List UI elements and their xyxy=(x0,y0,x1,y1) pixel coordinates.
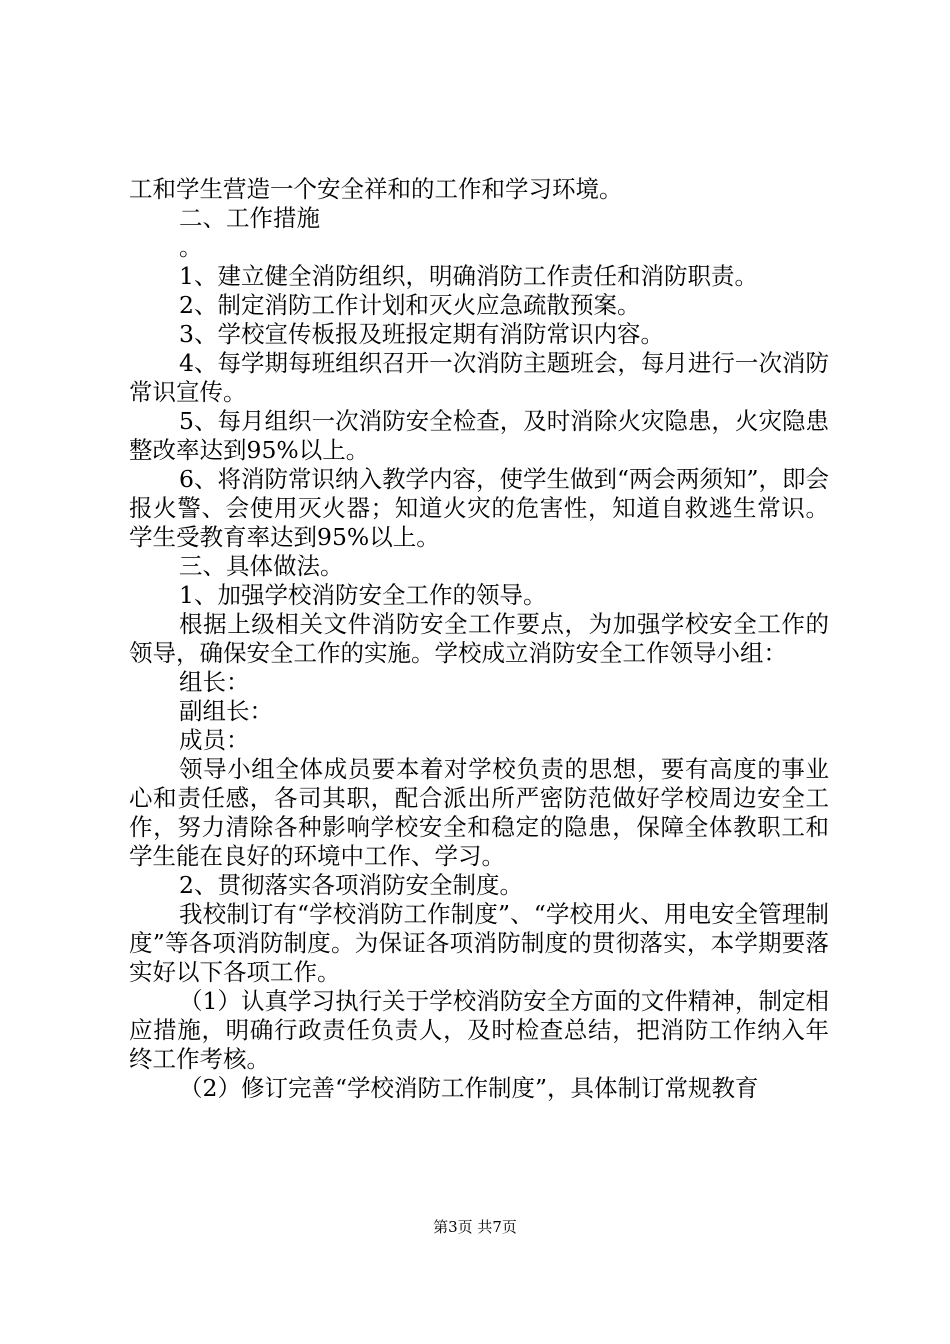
paragraph: 组长： xyxy=(179,668,250,696)
paragraph: 3、学校宣传板报及班报定期有消防常识内容。 xyxy=(179,320,664,348)
paragraph: 领导小组全体成员要本着对学校负责的思想，要有高度的事业心和责任感，各司其职，配合派出所严密防范做好学校周边安全工作，努力清除各种影响学校安全和稳定的隐患，保障全体教职工和学生能在良好的环境中工作、学习。 xyxy=(129,755,829,870)
paragraph: 副组长： xyxy=(179,697,273,725)
paragraph: 2、制定消防工作计划和灭火应急疏散预案。 xyxy=(179,291,641,319)
paragraph: 5、每月组织一次消防安全检查，及时消除火灾隐患，火灾隐患整改率达到95%以上。 xyxy=(129,407,829,464)
paragraph: 1、建立健全消防组织，明确消防工作责任和消防职责。 xyxy=(179,262,758,290)
paragraph: 三、具体做法。 xyxy=(179,552,344,580)
paragraph: 成员： xyxy=(179,726,250,754)
paragraph: 二、工作措施 xyxy=(179,204,320,232)
paragraph: 根据上级相关文件消防安全工作要点，为加强学校安全工作的领导，确保安全工作的实施。学校成立消防安全工作领导小组： xyxy=(129,610,829,667)
paragraph: 工和学生营造一个安全祥和的工作和学习环境。 xyxy=(129,175,623,203)
paragraph: 2、贯彻落实各项消防安全制度。 xyxy=(179,871,523,899)
paragraph: （2）修订完善“学校消防工作制度”，具体制订常规教育 xyxy=(179,1074,759,1102)
paragraph: 6、将消防常识纳入教学内容，使学生做到“两会两须知”，即会报火警、会使用灭火器；知道火灾的危害性，知道自救逃生常识。学生受教育率达到95%以上。 xyxy=(129,465,829,551)
paragraph: 1、加强学校消防安全工作的领导。 xyxy=(179,581,547,609)
paragraph: （1）认真学习执行关于学校消防安全方面的文件精神，制定相应措施，明确行政责任负责人，及时检查总结，把消防工作纳入年终工作考核。 xyxy=(129,987,829,1073)
paragraph: 4、每学期每班组织召开一次消防主题班会，每月进行一次消防常识宣传。 xyxy=(129,349,829,406)
document-body xyxy=(129,175,829,1103)
paragraph: 。 xyxy=(179,233,203,261)
page-footer: 第3页 共7页 xyxy=(433,1218,517,1236)
paragraph: 我校制订有“学校消防工作制度”、“学校用火、用电安全管理制度”等各项消防制度。为保证各项消防制度的贯彻落实，本学期要落实好以下各项工作。 xyxy=(129,900,829,986)
